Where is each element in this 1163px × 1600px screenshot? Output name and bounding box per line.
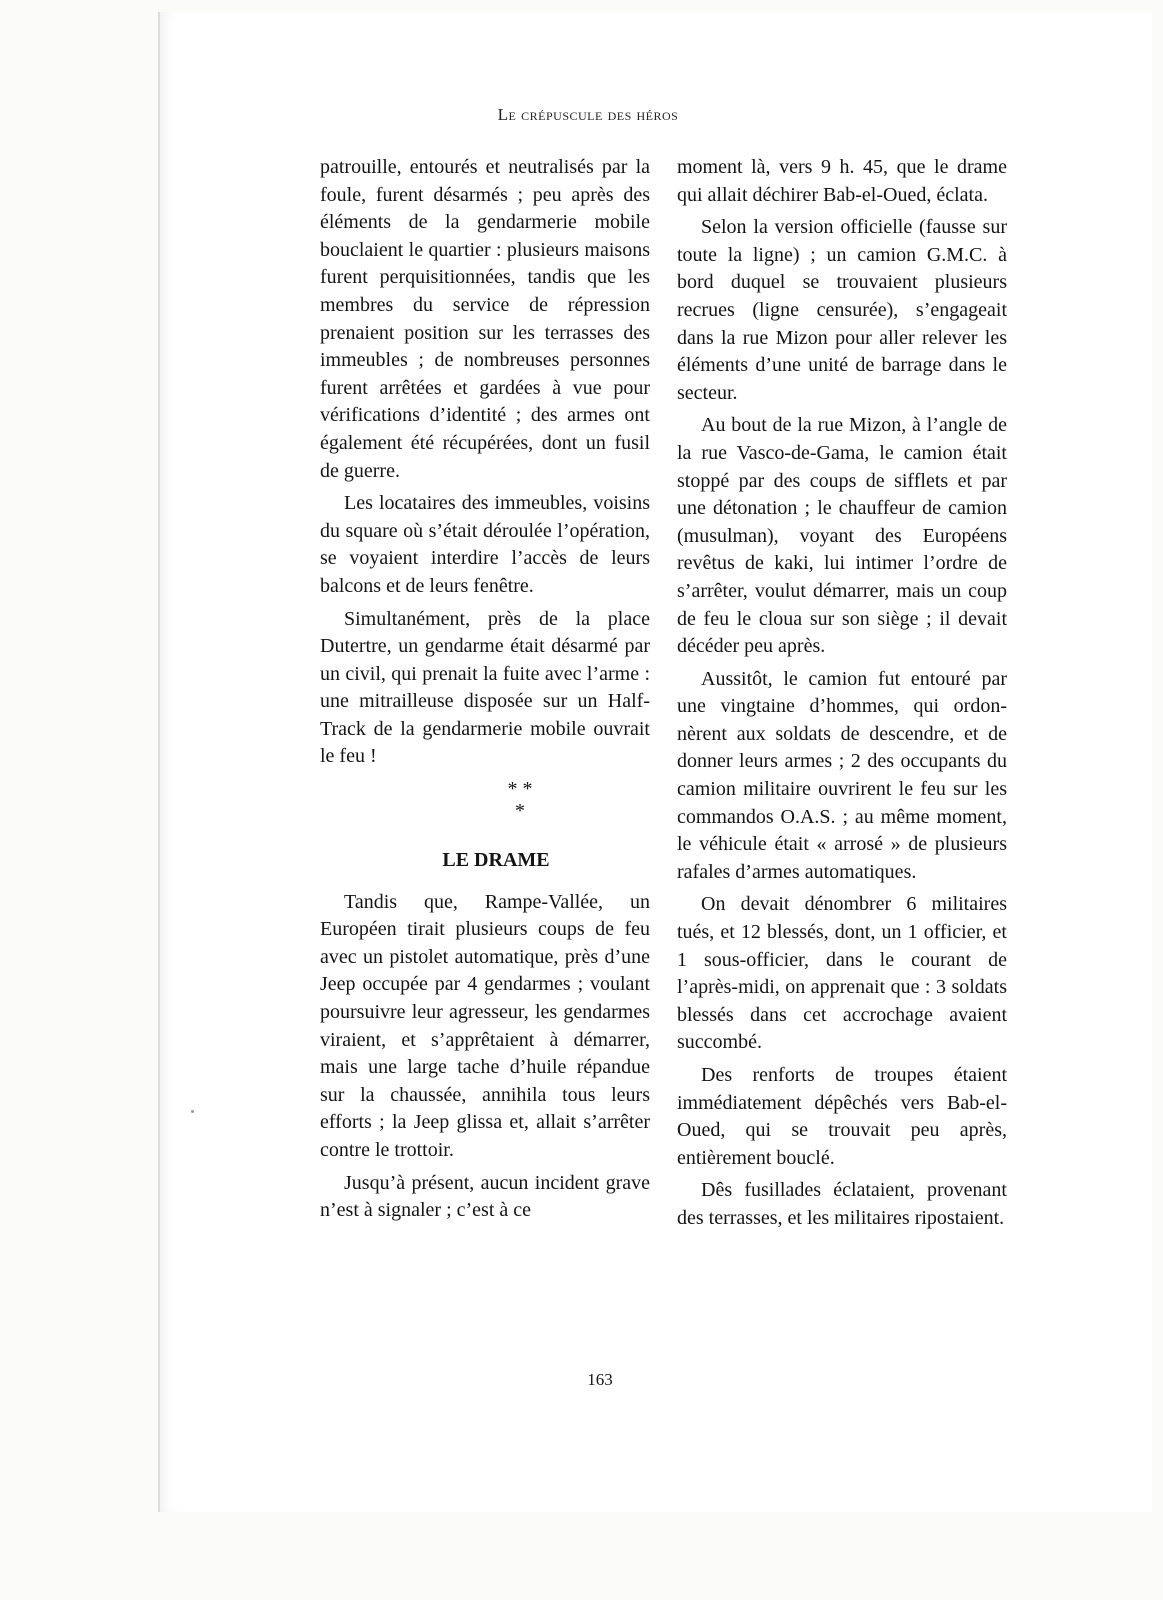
paragraph: Des renforts de troupes étaient immédiatement dépêchés vers Bab-el-Oued, qui se trouvait peu après, entièrement bouclé. bbox=[677, 1064, 1007, 1169]
running-head: Le crépuscule des héros bbox=[497, 105, 679, 124]
left-column bbox=[320, 154, 650, 1230]
paragraph: Tandis que, Rampe-Vallée, un Européen tirait plusieurs coups de feu avec un pistolet automatique, près d’une Jeep occupée par 4 gendarmes ; voulant poursuivre leur agresseur, les gendarmes viraient, et s’apprêtaient à démarrer, mais une large tache d’huile répandue sur la chaussée, annihila tous leurs efforts ; la Jeep glissa et, allait s’arrêter contre le trottoir. bbox=[320, 890, 650, 1161]
separator-stars-bottom: * bbox=[515, 800, 525, 823]
paragraph: Au bout de la rue Mizon, à l’angle de la rue Vasco-de-Gama, le camion était stoppé par des coups de sifflets et par une détonation ; le chauffeur de camion (musulman), voyant des Européens revêtus de kaki, lui intimer l’ordre de s’arrêter, voulut démarrer, mais un coup de feu le cloua sur son siège ; il devait décéder peu après. bbox=[677, 414, 1007, 658]
section-separator bbox=[320, 779, 650, 823]
section-title: LE DRAME bbox=[442, 849, 550, 872]
paragraph: moment là, vers 9 h. 45, que le drame qui allait déchirer Bab-el-Oued, éclata. bbox=[677, 156, 1007, 206]
separator-stars-top: * * bbox=[507, 778, 533, 801]
paragraph: Aussitôt, le camion fut entouré par une vingtaine d’hommes, qui ordonnèrent aux soldats de descendre, et de donner leurs armes ; 2 des occupants du camion militaire ouvrirent le feu sur les commandos O.A.S. ; au même moment, le véhicule était « arrosé » de plusieurs rafales d’armes automatiques. bbox=[677, 667, 1007, 883]
scan-speck bbox=[191, 1110, 194, 1113]
paragraph: Dês fusillades éclataient, provenant des terrasses, et les militaires ripostaient. bbox=[677, 1179, 1007, 1229]
right-column bbox=[677, 154, 1007, 1238]
page-number: 163 bbox=[587, 1370, 613, 1389]
paragraph: Les locataires des immeubles, voisins du square où s’était déroulée l’opération, se voyaient interdire l’accès de leurs balcons et de leurs fenêtre. bbox=[320, 492, 650, 597]
paragraph: Selon la version officielle (fausse sur toute la ligne) ; un camion G.M.C. à bord duquel se trouvaient plusieurs recrues (ligne censurée), s’engageait dans la rue Mizon pour aller relever les éléments d’une unité de barrage dans le secteur. bbox=[677, 216, 1007, 404]
paragraph: On devait dénombrer 6 militaires tués, et 12 blessés, dont, un 1 officier, et 1 sous-officier, dans le courant de l’après-midi, on apprenait que : 3 soldats blessés dans cet accrochage avaient succombé. bbox=[677, 893, 1007, 1054]
paragraph: Jusqu’à présent, aucun incident grave n’est à signaler ; c’est à ce bbox=[320, 1171, 650, 1222]
paragraph: patrouille, entourés et neutralisés par la foule, furent désarmés ; peu après des éléments de la gendarmerie mobile bouclaient le quartier : plusieurs maisons furent perquisitionnées, tandis que les membres du service de répression prenaient position sur les terrasses des immeubles ; de nombreuses personnes furent arrêtées et gardées à vue pour vérifications d’identité ; des armes ont également été récupérées, dont un fusil de guerre. bbox=[320, 156, 650, 482]
paragraph: Simultanément, près de la place Dutertre, un gendarme était désarmé par un civil, qui prenait la fuite avec l’arme : une mitrailleuse disposée sur un Half-Track de la gendarmerie mobile ouvrait le feu ! bbox=[320, 607, 650, 768]
